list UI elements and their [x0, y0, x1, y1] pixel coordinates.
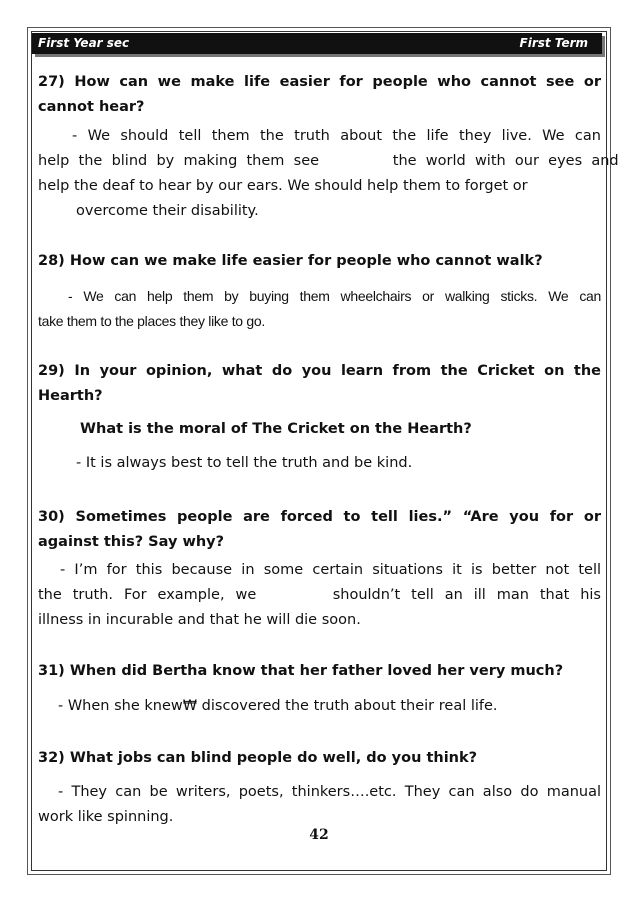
- answer-28-line1: - We can help them by buying them wheelchairs or walking sticks. We can: [68, 288, 601, 304]
- answer-28: [38, 284, 601, 334]
- question-30: [38, 505, 601, 555]
- question-29-line2: Hearth?: [38, 388, 103, 404]
- question-30-line2: against this? Say why?: [38, 534, 225, 550]
- question-31-line: 31) When did Bertha know that her father loved her very much?: [38, 663, 564, 679]
- question-30-line1: 30) Sometimes people are forced to tell lies.” “Are you for or: [38, 509, 601, 525]
- answer-27-line3: help the deaf to hear by our ears. We should help them to forget or: [38, 178, 528, 194]
- answer-27-line4: overcome their disability.: [76, 203, 259, 219]
- sub-question-29: [38, 417, 601, 442]
- question-27: [38, 70, 601, 120]
- answer-32-line1: - They can be writers, poets, thinkers….etc. They can also do manual: [58, 784, 601, 800]
- question-27-line1: 27) How can we make life easier for people who cannot see or: [38, 74, 601, 90]
- answer-28-line2: take them to the places they like to go.: [38, 313, 265, 329]
- answer-30: [38, 558, 601, 633]
- question-27-line2: cannot hear?: [38, 99, 145, 115]
- answer-27-line1: - We should tell them the truth about the life they live. We can: [72, 128, 601, 144]
- sub-question-29-line: What is the moral of The Cricket on the Hearth?: [80, 421, 472, 437]
- page-header: [32, 33, 602, 54]
- answer-31: [38, 694, 601, 719]
- answer-32-line2: work like spinning.: [38, 809, 174, 825]
- question-29-line1: 29) In your opinion, what do you learn from the Cricket on the: [38, 363, 601, 379]
- question-28-line: 28) How can we make life easier for people who cannot walk?: [38, 253, 543, 269]
- header-right-label: First Term: [519, 36, 588, 50]
- header-left-label: First Year sec: [38, 36, 130, 50]
- page-number: 42: [309, 827, 329, 843]
- question-29: [38, 359, 601, 409]
- answer-30-line2: the truth. For example, we shouldn’t tell an ill man that his: [38, 587, 601, 603]
- answer-27: [38, 124, 619, 224]
- answer-31-line: - When she knew₩ discovered the truth about their real life.: [58, 698, 498, 714]
- question-32-line: 32) What jobs can blind people do well, do you think?: [38, 750, 478, 766]
- answer-27-line2: help the blind by making them see the world with our eyes and: [38, 153, 619, 169]
- question-28: [38, 249, 601, 274]
- answer-30-line3: illness in incurable and that he will die soon.: [38, 612, 361, 628]
- answer-29: [38, 451, 601, 476]
- question-31: [38, 659, 601, 684]
- question-32: [38, 746, 601, 771]
- answer-29-line: - It is always best to tell the truth and be kind.: [76, 455, 413, 471]
- answer-32: [38, 780, 601, 830]
- answer-30-line1: - I’m for this because in some certain situations it is better not tell: [60, 562, 601, 578]
